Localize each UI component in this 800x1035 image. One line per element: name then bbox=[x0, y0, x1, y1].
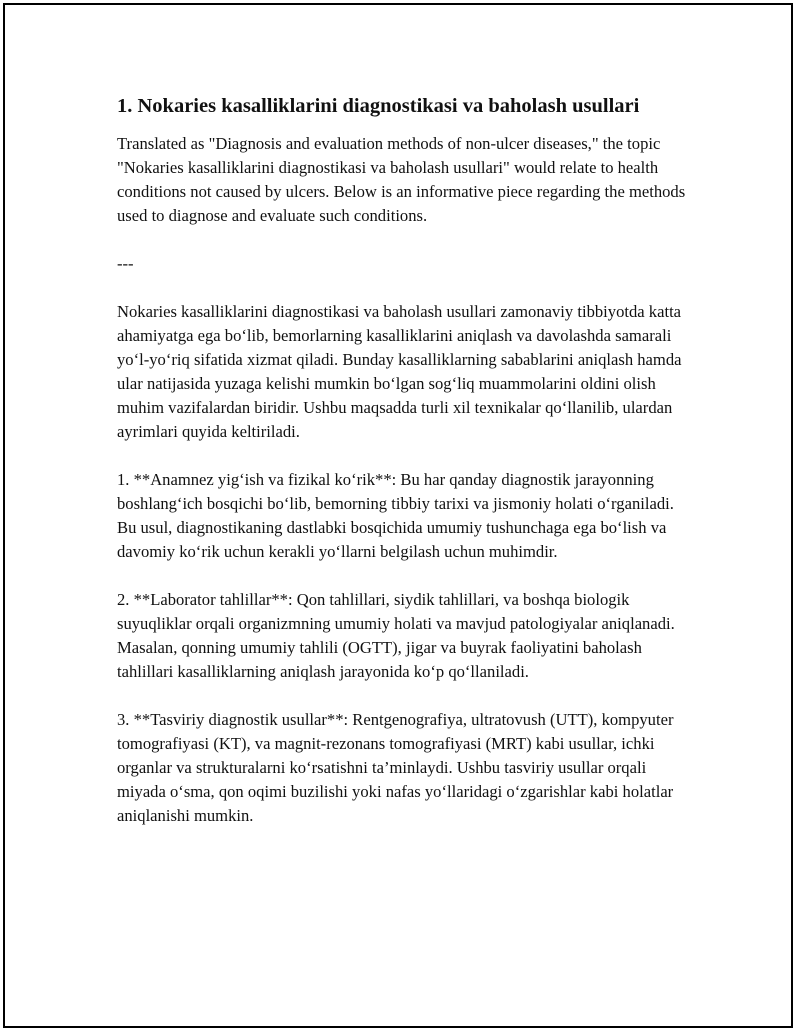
overview-paragraph: Nokaries kasalliklarini diagnostikasi va baholash usullari zamonaviy tibbiyotda katta ahamiyatga ega bo‘lib, bemorlarning kasalliklarini aniqlash va davolashda samarali yo‘l-yo‘riq sifatida xizmat qiladi. Bunday kasalliklarning sabablarini aniqlash hamda ular natijasida yuzaga kelishi mumkin bo‘lgan sog‘liq muammolarini oldini olish muhim vazifalardan biridir. Ushbu maqsadda turli xil texnikalar qo‘llanilib, ulardan ayrimlari quyida keltiriladi. bbox=[117, 302, 682, 441]
list-item-laboratory: 2. **Laborator tahlillar**: Qon tahlillari, siydik tahlillari, va boshqa biologik suyuqliklar orqali organizmning umumiy holati va mavjud patologiyalar aniqlanadi. Masalan, qonning umumiy tahlili (OGTT), jigar va buyrak faoliyatini baholash tahlillari kasalliklarning aniqlash jarayonida ko‘p qo‘llaniladi. bbox=[117, 590, 675, 681]
section-heading: 1. Nokaries kasalliklarini diagnostikasi va baholash usullari bbox=[117, 95, 640, 117]
separator-text: --- bbox=[117, 254, 134, 273]
list-item-imaging: 3. **Tasviriy diagnostik usullar**: Rentgenografiya, ultratovush (UTT), kompyuter tomografiyasi (KT), va magnit-rezonans tomografiyasi (MRT) kabi usullar, ichki organlar va strukturalarni ko‘rsatishni ta’minlaydi. Ushbu tasviriy usullar orqali miyada o‘sma, qon oqimi buzilishi yoki nafas yo‘llaridagi o‘zgarishlar kabi holatlar aniqlanishi mumkin. bbox=[117, 710, 674, 825]
list-item-anamnesis: 1. **Anamnez yig‘ish va fizikal ko‘rik**: Bu har qanday diagnostik jarayonning boshlang‘ich bosqichi bo‘lib, bemorning tibbiy tarixi va jismoniy holati o‘rganiladi. Bu usul, diagnostikaning dastlabki bosqichida umumiy tushunchaga ega bo‘lish va davomiy ko‘rik uchun kerakli yo‘llarni belgilash uchun muhimdir. bbox=[117, 470, 674, 561]
intro-paragraph: Translated as "Diagnosis and evaluation methods of non-ulcer diseases," the topic "Nokaries kasalliklarini diagnostikasi va baholash usullari" would relate to health conditions not caused by ulcers. Below is an informative piece regarding the methods used to diagnose and evaluate such conditions. bbox=[117, 134, 686, 225]
document-body bbox=[117, 94, 692, 852]
